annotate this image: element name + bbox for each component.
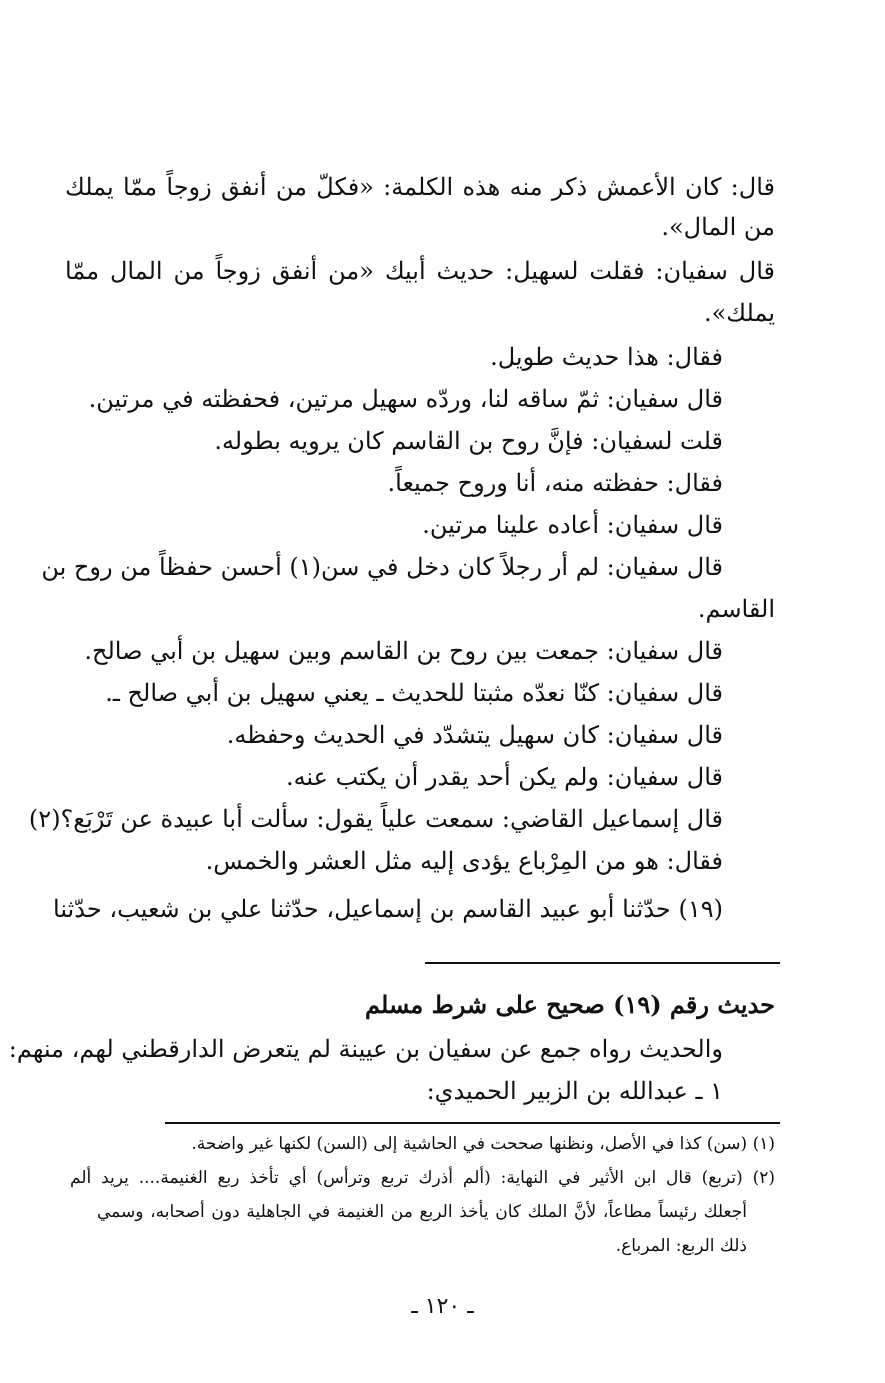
commentary-title: حديث رقم (١٩) صحيح على شرط مسلم <box>365 990 775 1019</box>
body-line: قلت لسفيان: فإنَّ روح بن القاسم كان يرويه بطوله. <box>214 427 723 455</box>
body-line: قال سفيان: ثمّ ساقه لنا، وردّه سهيل مرتين، فحفظته في مرتين. <box>88 385 723 413</box>
body-line: قال: كان الأعمش ذكر منه هذه الكلمة: «فكلّ من أنفق زوجاً ممّا يملك <box>65 173 775 201</box>
body-line: قال سفيان: ولم يكن أحد يقدر أن يكتب عنه. <box>285 763 723 791</box>
footnote-divider <box>165 1122 780 1124</box>
body-line: القاسم. <box>697 595 775 623</box>
commentary-line: والحديث رواه جمع عن سفيان بن عيينة لم يتعرض الدارقطني لهم، منهم: <box>8 1035 723 1063</box>
page-number: ـ ١٢٠ ـ <box>411 1294 474 1319</box>
body-line: قال إسماعيل القاضي: سمعت علياً يقول: سألت أبا عبيدة عن تَرْبَع؟(٢) <box>28 805 723 833</box>
commentary-line: ١ ـ عبدالله بن الزبير الحميدي: <box>426 1077 723 1105</box>
footnote: (٢) (تربع) قال ابن الأثير في النهاية: (ألم أذرك تربع وترأس) أي تأخذ ربع الغنيمة.... يريد ألم <box>70 1168 775 1188</box>
body-line: يملك». <box>703 299 775 327</box>
footnote: (١) (سن) كذا في الأصل، ونظنها صححت في الحاشية إلى (السن) لكنها غير واضحة. <box>191 1134 775 1154</box>
body-line: من المال». <box>661 213 775 241</box>
footnote: أجعلك رئيساً مطاعاً، لأنَّ الملك كان يأخذ الربع من الغنيمة في الجاهلية دون أصحابه، وسمي <box>97 1202 747 1222</box>
body-line: قال سفيان: جمعت بين روح بن القاسم وبين سهيل بن أبي صالح. <box>84 637 723 665</box>
body-line: قال سفيان: كنّا نعدّه مثبتا للحديث ـ يعني سهيل بن أبي صالح ـ. <box>105 679 723 707</box>
body-line: قال سفيان: لم أر رجلاً كان دخل في سن(١) أحسن حفظاً من روح بن <box>41 553 723 581</box>
footnote: ذلك الربع: المرباع. <box>615 1236 747 1256</box>
section-divider <box>425 962 780 964</box>
body-line: قال سفيان: أعاده علينا مرتين. <box>422 511 723 539</box>
body-line: فقال: هو من المِرْباع يؤدى إليه مثل العشر والخمس. <box>205 847 723 875</box>
body-line: قال سفيان: فقلت لسهيل: حديث أبيك «من أنفق زوجاً من المال ممّا <box>65 257 775 285</box>
body-line: فقال: هذا حديث طويل. <box>490 343 723 371</box>
body-line: (١٩) حدّثنا أبو عبيد القاسم بن إسماعيل، حدّثنا علي بن شعيب، حدّثنا <box>53 895 723 923</box>
body-line: قال سفيان: كان سهيل يتشدّد في الحديث وحفظه. <box>226 721 723 749</box>
body-line: فقال: حفظته منه، أنا وروح جميعاً. <box>387 469 723 497</box>
